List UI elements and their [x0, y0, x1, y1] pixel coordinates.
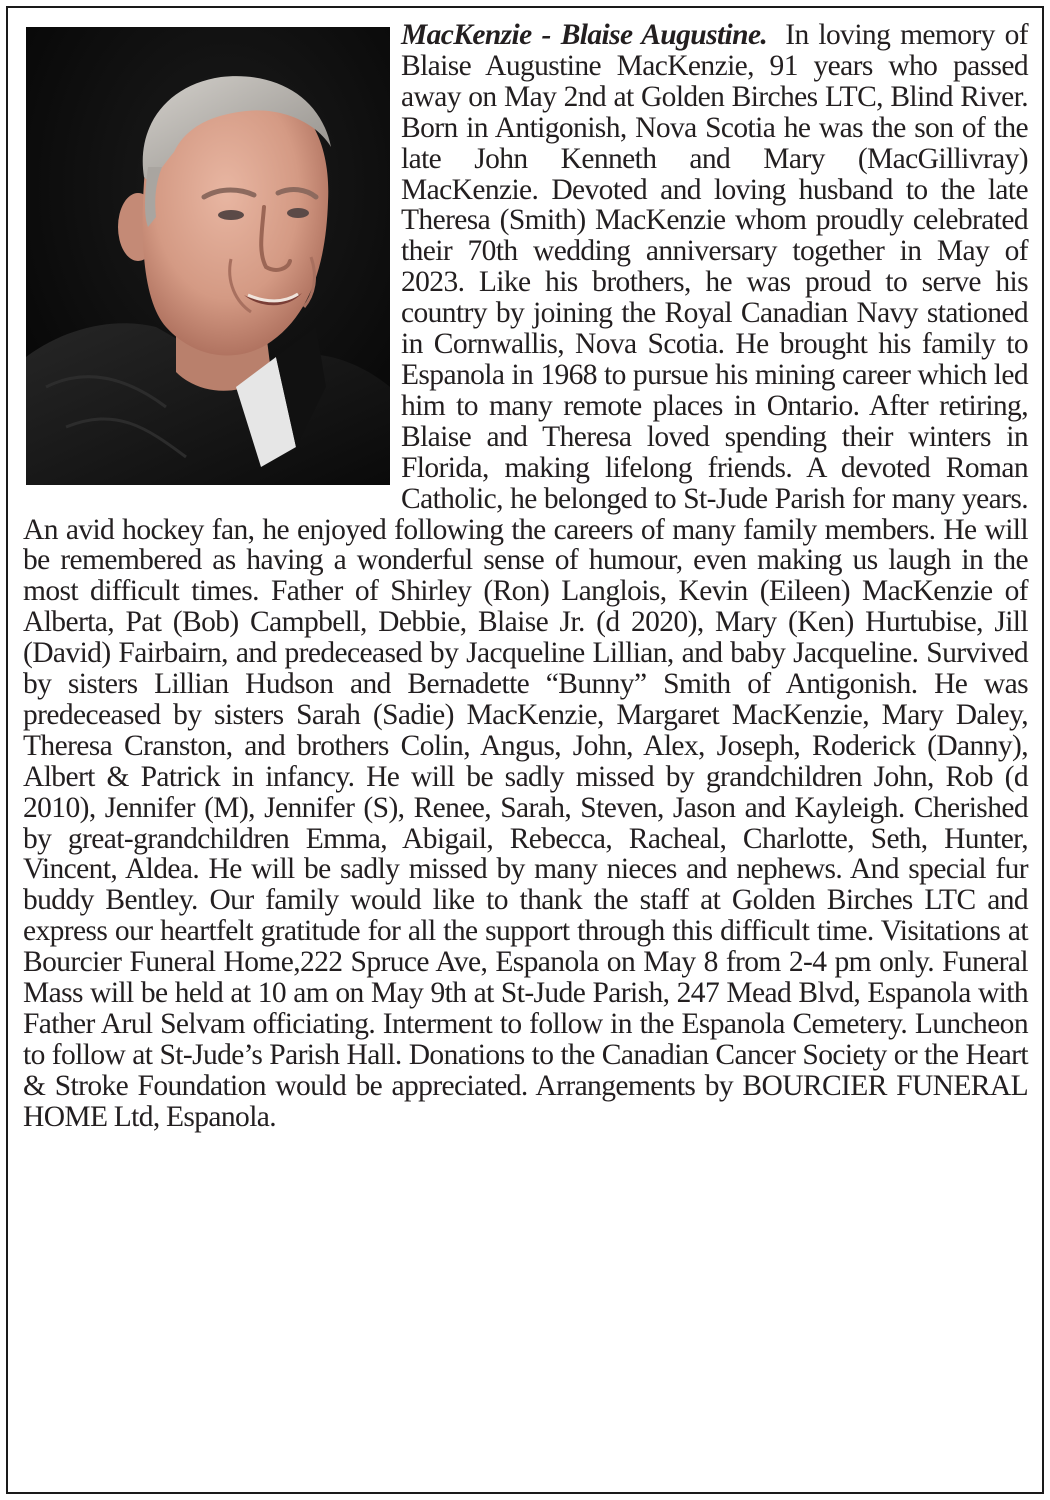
obituary-notice: [23, 20, 1028, 1133]
heading-given-name: Blaise Augustine.: [560, 19, 768, 51]
heading-surname: MacKenzie -: [401, 19, 551, 51]
portrait-illustration: [26, 27, 390, 485]
portrait-photo: [26, 27, 390, 485]
obituary-body-text: In loving memory of Blaise Augustine MacKenzie, 91 years who passed away on May 2nd at Golden Birches LTC, Blind River. Born in Antigonish, Nova Scotia he was the son of the late John Kenneth and Mary (MacGillivray) MacKenzie. Devoted and loving husband to the late Theresa (Smith) MacKenzie whom proudly celebrated their 70th wedding anniversary together in May of 2023. Like his brothers, he was proud to serve his country by joining the Royal Canadian Navy stationed in Cornwallis, Nova Scotia. He brought his family to Espanola in 1968 to pursue his mining career which led him to many remote places in Ontario. After retiring, Blaise and Theresa loved spending their winters in Florida, making lifelong friends. A devoted Roman Catholic, he belonged to St-Jude Parish for many years. An avid hockey fan, he enjoyed following the careers of many family members. He will be remembered as having a wonderful sense of humour, even making us laugh in the most difficult times. Father of Shirley (Ron) Langlois, Kevin (Eileen) MacKenzie of Alberta, Pat (Bob) Campbell, Debbie, Blaise Jr. (d 2020), Mary (Ken) Hurtubise, Jill (David) Fairbairn, and predeceased by Jacqueline Lillian, and baby Jacqueline. Survived by sisters Lillian Hudson and Bernadette “Bunny” Smith of Antigonish. He was predeceased by sisters Sarah (Sadie) MacKenzie, Margaret MacKenzie, Mary Daley, Theresa Cranston, and brothers Colin, Angus, John, Alex, Joseph, Roderick (Danny), Albert & Patrick in infancy. He will be sadly missed by grandchildren John, Rob (d 2010), Jennifer (M), Jennifer (S), Renee, Sarah, Steven, Jason and Kayleigh. Cherished by great-grandchildren Emma, Abigail, Rebecca, Racheal, Charlotte, Seth, Hunter, Vincent, Aldea. He will be sadly missed by many nieces and nephews. And special fur buddy Bentley. Our family would like to thank the staff at Golden Birches LTC and express our heartfelt gratitude for all the support through this difficult time. Visitations at Bourcier Funeral Home,222 Spruce Ave, Espanola on May 8 from 2-4 pm only. Funeral Mass will be held at 10 am on May 9th at St-Jude Parish, 247 Mead Blvd, Espanola with Father Arul Selvam officiating. Interment to follow in the Espanola Cemetery. Luncheon to follow at St-Jude’s Parish Hall. Donations to the Canadian Cancer Society or the Heart & Stroke Foundation would be appreciated. Arrangements by BOURCIER FUNERAL HOME Ltd, Espanola.: [23, 19, 1028, 1133]
